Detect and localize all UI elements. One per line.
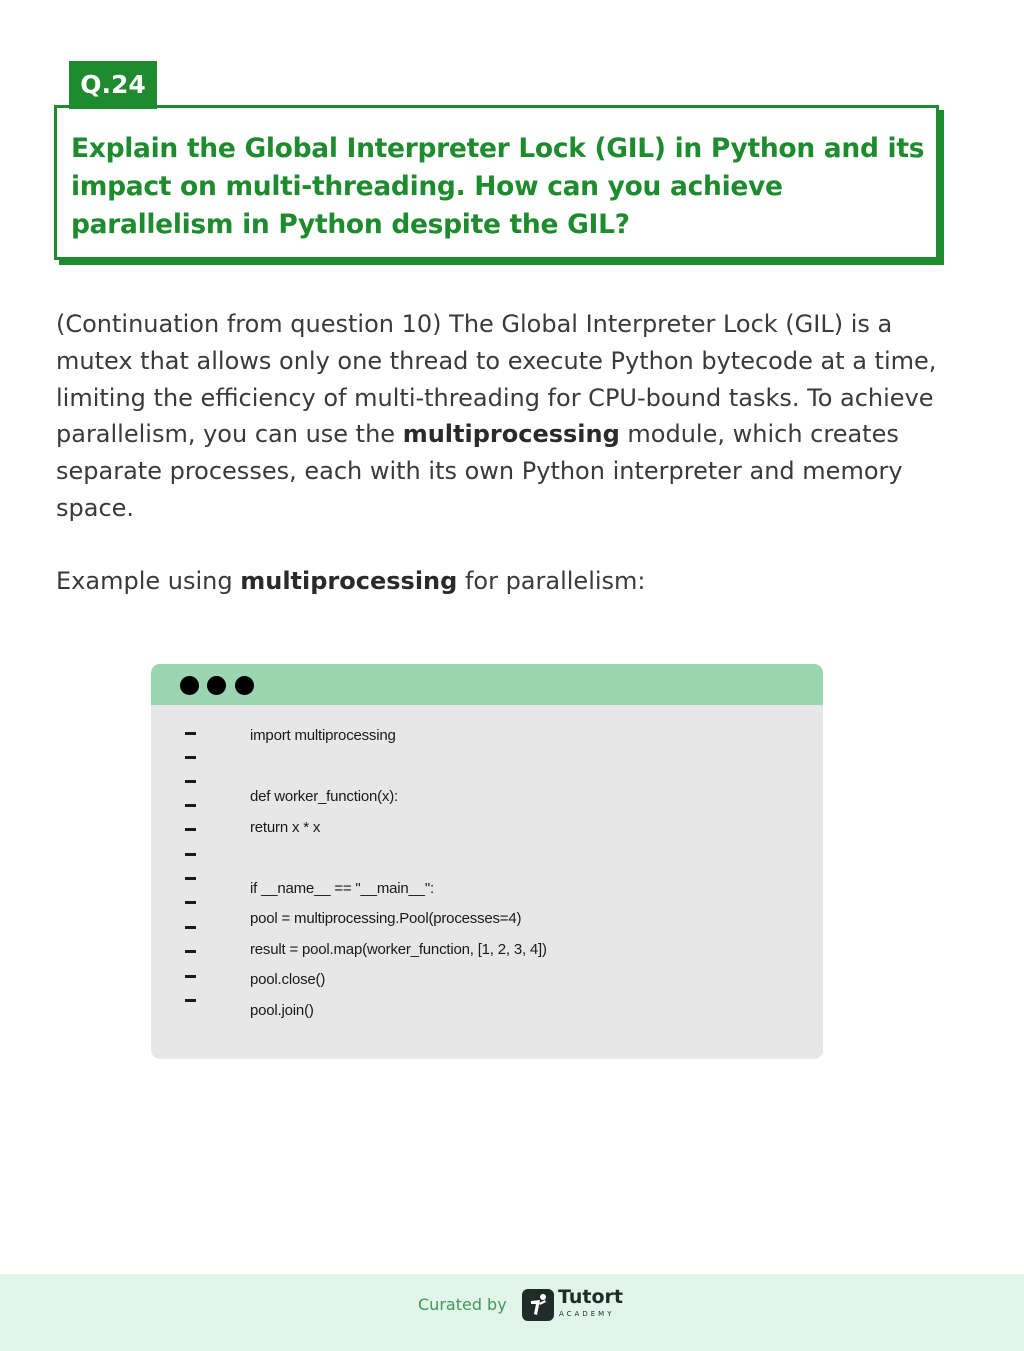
code-line: def worker_function(x): <box>250 788 398 805</box>
code-window-header <box>151 664 823 705</box>
curated-by-label: Curated by <box>418 1295 507 1314</box>
code-line: return x * x <box>250 819 321 836</box>
example-keyword: multiprocessing <box>240 567 458 595</box>
code-line: import multiprocessing <box>250 727 396 744</box>
question-title: Explain the Global Interpreter Lock (GIL) in Python and its impact on multi-threading. How can you achieve parallelism in Python despite the GIL? <box>71 133 925 240</box>
code-line: if __name__ == "__main__": <box>250 880 434 897</box>
answer-text-part1: (Continuation from question 10) The Global Interpreter Lock (GIL) is a mutex that allows only one thread to execute Python bytecode at a time, limiting the efficiency of multi-threading for CPU-bound tasks. To achieve parallelism, you can use the <box>56 310 937 449</box>
line-gutter-dash <box>185 901 196 904</box>
question-box <box>54 105 939 260</box>
window-dot-icon <box>207 676 226 695</box>
code-line: result = pool.map(worker_function, [1, 2, 3, 4]) <box>250 941 547 958</box>
line-gutter-dash <box>185 853 196 856</box>
code-window <box>151 664 823 1059</box>
tutort-logo-icon <box>522 1289 554 1321</box>
example-prefix: Example using <box>56 567 241 595</box>
code-line: pool = multiprocessing.Pool(processes=4) <box>250 910 522 927</box>
line-gutter-dash <box>185 828 196 831</box>
line-gutter-dash <box>185 975 196 978</box>
brand-name: Tutort <box>558 1286 623 1308</box>
answer-paragraph <box>56 306 956 527</box>
code-line: pool.close() <box>250 971 326 988</box>
line-gutter-dash <box>185 877 196 880</box>
answer-keyword: multiprocessing <box>402 420 620 449</box>
line-gutter-dash <box>185 780 196 783</box>
question-number-badge: Q.24 <box>69 61 157 109</box>
code-line: pool.join() <box>250 1002 314 1019</box>
line-gutter-dash <box>185 999 196 1002</box>
example-caption <box>56 563 646 599</box>
line-gutter-dash <box>185 950 196 953</box>
footer <box>0 1274 1024 1351</box>
line-gutter-dash <box>185 756 196 759</box>
brand-subtitle: ACADEMY <box>559 1310 615 1318</box>
line-gutter-dash <box>185 732 196 735</box>
line-gutter-dash <box>185 926 196 929</box>
example-suffix: for parallelism: <box>457 567 646 595</box>
answer-text-part2: module, which creates separate processes, each with its own Python interpreter and memory space. <box>56 420 903 522</box>
window-dot-icon <box>180 676 199 695</box>
line-gutter-dash <box>185 804 196 807</box>
window-dot-icon <box>235 676 254 695</box>
